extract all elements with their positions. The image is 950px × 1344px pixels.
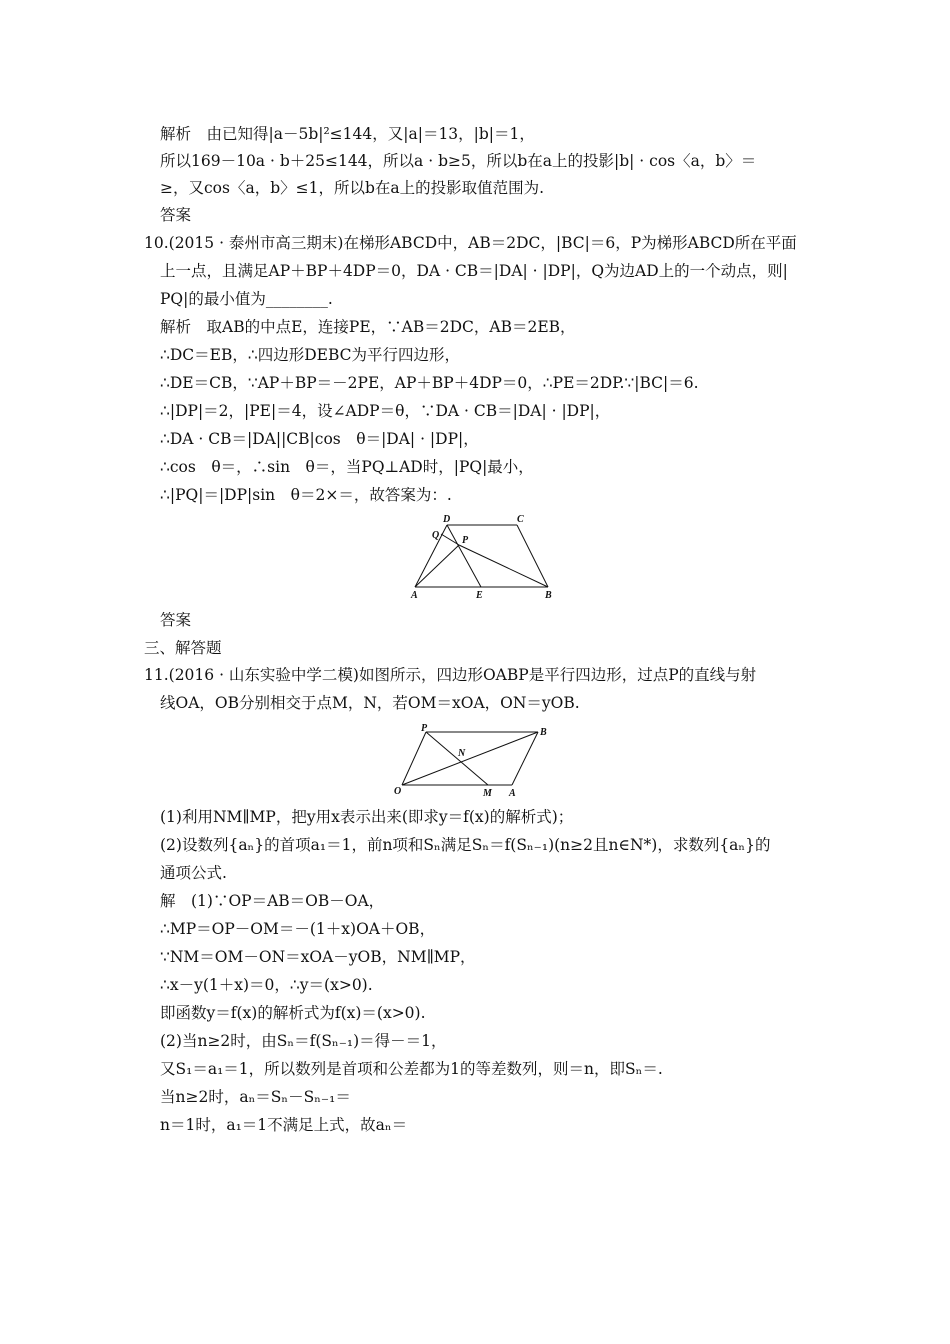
label-c: C bbox=[517, 514, 524, 525]
q11-title-line-1: 11.(2016 · 山东实验中学二模)如图所示，四边形OABP是平行四边形，过点P的直线与射 bbox=[144, 666, 757, 684]
q11-part-2-line-2: 通项公式. bbox=[160, 864, 227, 882]
section-heading: 三、解答题 bbox=[144, 639, 222, 657]
label-a: A bbox=[411, 590, 418, 601]
q10-solution-line-3: ∴DE＝CB，∵AP＋BP＝－2PE，AP＋BP＋4DP＝0，∴PE＝2DP.∵|BC|＝6. bbox=[160, 374, 699, 392]
q9-solution-line-3: ≥，又cos〈a，b〉≤1，所以b在a上的投影取值范围为. bbox=[160, 179, 545, 197]
segment-bc bbox=[517, 525, 548, 587]
label-o: O bbox=[394, 786, 402, 797]
q11-solution-line-7: 又S₁＝a₁＝1，所以数列是首项和公差都为1的等差数列，则＝n，即Sₙ＝. bbox=[160, 1060, 663, 1078]
segment-ab bbox=[512, 732, 538, 785]
label-p: P bbox=[462, 535, 469, 546]
label-b: B bbox=[540, 727, 547, 738]
label-n: N bbox=[458, 748, 466, 759]
label-a: A bbox=[509, 788, 516, 799]
q10-solution-line-5: ∴DA · CB＝|DA||CB|cos θ＝|DA| · |DP|， bbox=[160, 430, 479, 448]
q11-part-1: (1)利用NM∥MP，把y用x表示出来(即求y＝f(x)的解析式)； bbox=[160, 808, 574, 826]
q9-answer-label: 答案 bbox=[160, 206, 192, 224]
q11-solution-line-4: ∴x－y(1＋x)＝0，∴y＝(x>0). bbox=[160, 976, 373, 994]
q11-title-line-2: 线OA，OB分别相交于点M，N，若OM＝xOA，ON＝yOB. bbox=[160, 694, 580, 712]
segment-pb bbox=[459, 545, 548, 587]
q9-solution-line-2: 所以169－10a · b＋25≤144，所以a · b≥5，所以b在a上的投影|b| · cos〈a，b〉＝ bbox=[160, 152, 757, 170]
q10-solution-line-1: 解析 取AB的中点E，连接PE，∵AB＝2DC，AB＝2EB， bbox=[160, 318, 576, 336]
trapezoid-figure bbox=[405, 512, 565, 602]
label-d: D bbox=[443, 514, 451, 525]
q10-title-line-2: 上一点，且满足AP＋BP＋4DP＝0，DA · CB＝|DA| · |DP|，Q为边AD上的一个动点，则| bbox=[160, 262, 788, 280]
label-q: Q bbox=[432, 530, 440, 541]
q11-solution-line-3: ∵NM＝OM－ON＝xOA－yOB，NM∥MP， bbox=[160, 948, 476, 966]
q11-solution-line-8: 当n≥2时，aₙ＝Sₙ－Sₙ₋₁＝ bbox=[160, 1088, 351, 1106]
q10-solution-line-4: ∴|DP|＝2，|PE|＝4，设∠ADP＝θ，∵DA · CB＝|DA| · |DP|， bbox=[160, 402, 611, 420]
segment-qp bbox=[441, 534, 459, 545]
label-e: E bbox=[476, 590, 483, 601]
q10-solution-line-2: ∴DC＝EB，∴四边形DEBC为平行四边形， bbox=[160, 346, 460, 364]
parallelogram-figure bbox=[390, 722, 560, 802]
q11-part-2-line-1: (2)设数列{aₙ}的首项a₁＝1，前n项和Sₙ满足Sₙ＝f(Sₙ₋₁)(n≥2且n∈N*)，求数列{aₙ}的 bbox=[160, 836, 771, 854]
label-p: P bbox=[421, 723, 428, 734]
segment-ap bbox=[415, 545, 459, 587]
q11-solution-line-9: n＝1时，a₁＝1不满足上式，故aₙ＝ bbox=[160, 1116, 408, 1134]
q11-solution-line-2: ∴MP＝OP－OM＝－(1＋x)OA＋OB， bbox=[160, 920, 436, 938]
segment-pm bbox=[426, 732, 488, 785]
q10-solution-line-6: ∴cos θ＝，∴sin θ＝，当PQ⊥AD时，|PQ|最小， bbox=[160, 458, 534, 476]
label-b: B bbox=[545, 590, 552, 601]
q11-solution-line-6: (2)当n≥2时，由Sₙ＝f(Sₙ₋₁)＝得－＝1， bbox=[160, 1032, 447, 1050]
q9-solution-line-1: 解析 由已知得|a－5b|²≤144，又|a|＝13，|b|＝1， bbox=[160, 125, 535, 143]
label-m: M bbox=[483, 788, 492, 799]
q11-solution-line-5: 即函数y＝f(x)的解析式为f(x)＝(x>0). bbox=[160, 1004, 426, 1022]
q10-title-line-3: PQ|的最小值为________. bbox=[160, 290, 333, 308]
q10-answer-label: 答案 bbox=[160, 611, 192, 629]
q10-solution-line-7: ∴|PQ|＝|DP|sin θ＝2×＝，故答案为：. bbox=[160, 486, 452, 504]
q11-solution-line-1: 解 (1)∵OP＝AB＝OB－OA， bbox=[160, 892, 385, 910]
q10-title-line-1: 10.(2015 · 泰州市高三期末)在梯形ABCD中，AB＝2DC，|BC|＝6，P为梯形ABCD所在平面 bbox=[144, 234, 797, 252]
